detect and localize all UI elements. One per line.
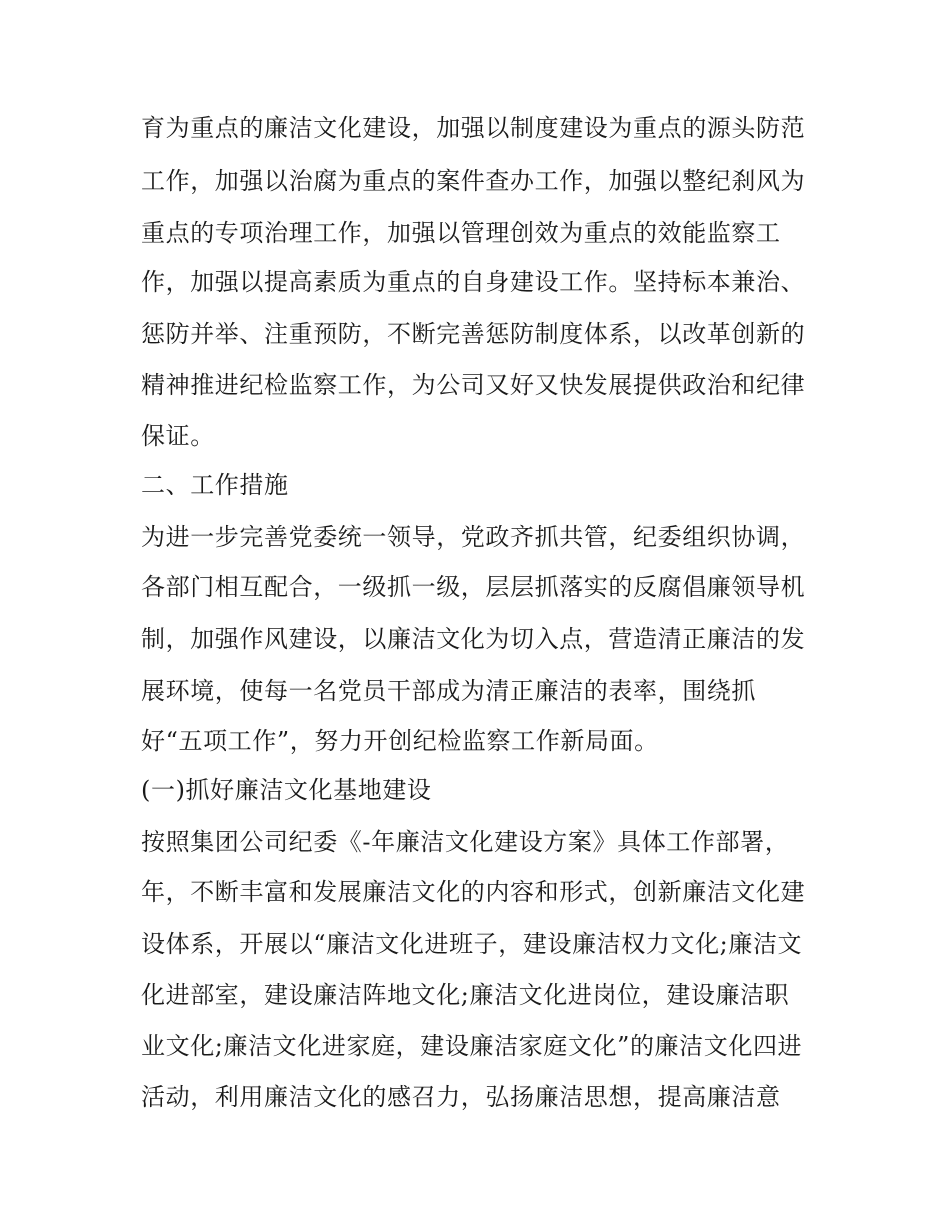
text-line: 展环境，使每一名党员干部成为清正廉洁的表率，围绕抓	[141, 677, 756, 705]
text-line: 各部门相互配合，一级抓一级，层层抓落实的反腐倡廉领导机	[141, 573, 806, 601]
text-line: 好“五项工作”，努力开创纪检监察工作新局面。	[141, 727, 659, 755]
text-line: 制，加强作风建设，以廉洁文化为切入点，营造清正廉洁的发	[141, 625, 806, 653]
text-line: 惩防并举、注重预防，不断完善惩防制度体系，以改革创新的	[141, 320, 806, 348]
text-line: 设体系，开展以“廉洁文化进班子，建设廉洁权力文化;廉洁文	[141, 930, 803, 958]
subsection-heading: (一)抓好廉洁文化基地建设	[141, 776, 432, 804]
section-heading: 二、工作措施	[141, 471, 289, 499]
text-line: 化进部室，建设廉洁阵地文化;廉洁文化进岗位，建设廉洁职	[141, 981, 790, 1009]
text-line: 精神推进纪检监察工作，为公司又好又快发展提供政治和纪律	[141, 371, 806, 399]
text-line: 活动，利用廉洁文化的感召力，弘扬廉洁思想，提高廉洁意	[141, 1083, 781, 1111]
text-line: 业文化;廉洁文化进家庭，建设廉洁家庭文化”的廉洁文化四进	[141, 1032, 803, 1060]
text-line: 工作，加强以治腐为重点的案件查办工作，加强以整纪刹风为	[141, 167, 806, 195]
text-line: 为进一步完善党委统一领导，党政齐抓共管，纪委组织协调，	[141, 523, 806, 551]
text-line: 年，不断丰富和发展廉洁文化的内容和形式，创新廉洁文化建	[141, 878, 806, 906]
text-line: 重点的专项治理工作，加强以管理创效为重点的效能监察工	[141, 219, 781, 247]
text-line: 保证。	[141, 422, 215, 450]
text-line: 按照集团公司纪委《-年廉洁文化建设方案》具体工作部署，	[141, 828, 790, 856]
text-line: 育为重点的廉洁文化建设，加强以制度建设为重点的源头防范	[141, 114, 806, 142]
text-line: 作，加强以提高素质为重点的自身建设工作。坚持标本兼治、	[141, 268, 806, 296]
